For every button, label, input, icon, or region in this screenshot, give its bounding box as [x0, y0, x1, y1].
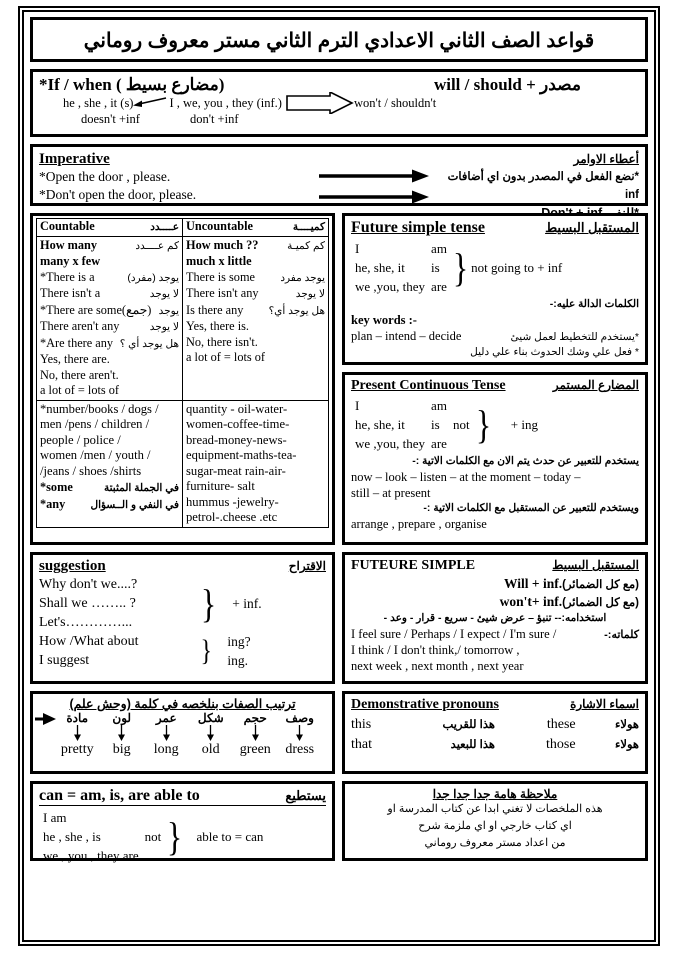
demonstrative-near-en: that [351, 737, 372, 752]
note-box [342, 781, 648, 861]
uncountable-phrase-en: much x little [186, 254, 252, 268]
countable-phrase-en: No, there aren't. [40, 367, 119, 382]
uncountable-noun-line: petrol-.cheese .etc [186, 510, 278, 524]
countable-phrase-en: *There are some(جمع) [40, 302, 152, 317]
page-inner-frame [22, 10, 656, 942]
countable-phrase-row [40, 336, 179, 353]
back-arrow-icon [133, 96, 169, 111]
pronoun-row [353, 240, 449, 257]
uncountable-phrase-en: How much ?? [186, 237, 259, 252]
countable-noun-line: women /men / youth / [40, 448, 151, 462]
suggestion-title-en: suggestion [39, 558, 106, 574]
present-continuous-words-3: arrange , prepare , organise [351, 517, 487, 531]
imperative-box [30, 144, 648, 206]
future-will-title-ar: المستقبل البسيط [552, 558, 639, 572]
pronoun-subject: I [355, 241, 360, 256]
adjective-category-ar: شكل [197, 711, 224, 725]
able-to-pronouns [39, 807, 165, 866]
uncountable-phrase-en: No, there isn't. [186, 334, 258, 349]
countable-phrase-row [40, 368, 179, 384]
if-when-sub-mid-2: don't +inf [189, 112, 239, 126]
page-outer-frame [18, 6, 660, 946]
any-label: *any [40, 496, 66, 511]
adjective-example-en: old [201, 742, 220, 757]
pronoun-negation: not [144, 829, 162, 844]
suggestion-title-ar: الاقتراح [288, 559, 326, 573]
note-line-2: اي كتاب خارجي او اي ملزمة شرح [418, 820, 572, 832]
countable-phrase-ar: لا يوجد [149, 288, 179, 300]
countable-phrase-ar: لا يوجد [149, 321, 179, 333]
future-will-usage-ar: استخدامه:-- تنبؤ – عرض شيئ - سريع - قرار - وعد - [383, 612, 607, 624]
pronoun-row [353, 416, 472, 433]
imperative-line1-en: *Open the door , please. [39, 169, 171, 184]
adjective-example-en: dress [285, 742, 315, 757]
arrow-down-icon [145, 725, 188, 741]
countable-phrase-en: There aren't any [40, 319, 120, 333]
suggestion-pattern: Let's…………... [39, 615, 133, 630]
countable-phrase-row [40, 238, 179, 255]
pronoun-subject: I am [43, 810, 67, 825]
countable-phrase-ar: كم عــــدد [135, 239, 179, 252]
future-will-words-3: next week , next month , next year [351, 659, 524, 673]
brace-icon-4: } [200, 634, 212, 667]
demonstrative-near-en: this [351, 717, 372, 732]
adjective-order-box [30, 691, 335, 774]
note-signature: من اعداد مستر معروف روماني [424, 837, 566, 849]
pronoun-subject: we , you , they are [43, 848, 139, 863]
present-continuous-formula: + ing [510, 416, 538, 432]
countable-title-ar: عــــدد [150, 221, 179, 233]
adjective-example-en: green [239, 742, 271, 757]
countable-phrase-en: a lot of = lots of [40, 383, 119, 397]
future-going-to-keywords-list: plan – intend – decide [351, 329, 462, 343]
countable-phrase-row [40, 270, 179, 287]
pronoun-row [353, 435, 472, 452]
future-will-box [342, 552, 648, 684]
pronoun-be: are [431, 279, 447, 294]
some-label: *some [40, 480, 73, 494]
note-line-1-text: هذه الملخصات لا تغني ابدا عن كتاب المدرسة او [387, 803, 603, 815]
adjective-category-ar: عمر [155, 711, 177, 725]
pronoun-row [41, 828, 163, 845]
uncountable-noun-line: quantity - oil-water- [186, 401, 288, 416]
demonstratives-title-ar: اسماء الاشارة [570, 697, 639, 711]
future-will-words-1: I feel sure / Perhaps / I expect / I'm sure / [351, 627, 557, 641]
present-continuous-title-en: Present Continuous Tense [351, 378, 506, 393]
pronoun-row [353, 259, 449, 276]
arrow-down-icon [234, 725, 277, 741]
demonstrative-plural-en: those [546, 737, 576, 752]
future-will-words-label: كلماته:- [604, 629, 639, 641]
present-continuous-pronouns [351, 395, 474, 454]
countable-noun-line: people / police / [40, 432, 121, 447]
if-when-sub-right-1: won't / shouldn't [353, 96, 437, 110]
able-to-box [30, 781, 335, 861]
uncountable-header-cell [183, 219, 329, 237]
able-to-title-en: can = am, is, are able to [39, 787, 200, 804]
future-going-to-title-ar: المستقبل البسيط [545, 220, 639, 235]
imperative-arrows [315, 150, 435, 222]
pronoun-negation [143, 847, 164, 864]
present-continuous-note-2: ويستخدم للتعبير عن المستقبل مع الكلمات الاتية :- [423, 502, 639, 514]
pronoun-subject: he, she, it [355, 260, 405, 275]
countable-phrase-en: *There is a [40, 269, 95, 284]
pronoun-negation [451, 435, 472, 452]
countable-phrase-en: *Are there any [40, 335, 114, 350]
future-going-to-note-2: * فعل علي وشك الحدوث بناء علي دليل [470, 346, 639, 358]
uncountable-noun-line: equipment-maths-tea- [186, 448, 297, 462]
demonstrative-row [351, 735, 639, 755]
demonstrative-plural-en: these [546, 717, 576, 732]
if-when-sub-left-2: doesn't +inf [81, 112, 140, 126]
uncountable-phrase-ar: لا يوجد [295, 288, 325, 300]
adjective-category-ar: وصف [285, 711, 314, 725]
demonstrative-near-ar: هذا للقريب [442, 719, 495, 731]
countable-phrase-en: How many [40, 237, 98, 252]
future-will-line1-ar: (مع كل الضمائر) [562, 579, 639, 591]
brace-icon: } [452, 244, 469, 290]
uncountable-title-ar: كميــــة [292, 221, 325, 233]
page-title: قواعد الصف الثاني الاعدادي الترم الثاني مستر معروف روماني [83, 30, 595, 52]
present-continuous-note-1: يستخدم للتعبير عن حدث يتم الان مع الكلمات الاتية :- [412, 455, 639, 467]
arrow-down-icon [189, 725, 232, 741]
present-continuous-title-ar: المضارع المستمر [552, 378, 639, 392]
pronoun-negation: not [452, 417, 470, 432]
demonstrative-row [351, 715, 639, 735]
adjective-example-en: long [153, 742, 179, 757]
suggestion-result-a: + inf. [232, 595, 262, 611]
if-when-result: will / should + مصدر [433, 75, 581, 94]
brace-icon-3: } [200, 580, 217, 626]
brace-icon-5: } [167, 813, 183, 859]
uncountable-phrase-row [186, 254, 325, 270]
pronoun-row [41, 847, 163, 864]
countable-phrases-cell [37, 236, 183, 400]
uncountable-phrase-row [186, 270, 325, 287]
countable-phrase-row [40, 352, 179, 368]
pronoun-row [41, 809, 163, 826]
adjective-category-ar: لون [112, 711, 132, 725]
if-when-sub-left-1: he , she , it (s) [63, 96, 134, 110]
table-row [37, 236, 329, 400]
uncountable-phrase-row [186, 319, 325, 335]
countable-noun-line: *number/books / dogs / [40, 401, 159, 416]
uncountable-phrase-row [186, 303, 325, 320]
future-will-line1-en: Will + inf. [504, 576, 563, 591]
arrow-down-icon [100, 725, 143, 741]
arrow-down-icon [56, 725, 99, 741]
suggestion-pattern: Why don't we....? [39, 577, 138, 592]
countable-phrase-row [40, 319, 179, 336]
uncountable-phrase-en: There is some [186, 269, 255, 284]
able-to-result: able to = can [196, 828, 264, 844]
imperative-line1-ar: *نضع الفعل في المصدر بدون اي أضافات inf [447, 171, 639, 201]
present-continuous-box [342, 372, 648, 545]
future-going-to-pronouns [351, 238, 451, 297]
future-going-to-keywords-ar: الكلمات الدالة عليه:- [549, 298, 639, 310]
pronoun-subject: we ,you, they [355, 436, 426, 451]
countable-phrase-row [40, 286, 179, 303]
uncountable-phrase-en: There isn't any [186, 286, 259, 300]
pronoun-row [353, 278, 449, 295]
able-to-title-ar: يستطيع [285, 788, 326, 803]
uncountable-phrase-en: Yes, there is. [186, 319, 249, 333]
future-will-words-2: I think / I don't think,/ tomorrow , [351, 643, 520, 657]
pronoun-subject: I [355, 398, 360, 413]
future-going-to-box [342, 213, 648, 365]
demonstratives-title-en: Demonstrative pronouns [351, 697, 499, 712]
future-going-to-keywords-label: key words :- [351, 313, 417, 327]
future-going-to-title-en: Future simple tense [351, 219, 485, 236]
pronoun-be: am [431, 398, 447, 413]
countable-phrase-ar: هل يوجد أي ؟ [119, 337, 179, 350]
if-when-condition: *If / when ( مضارع بسيط) [39, 75, 225, 94]
future-will-title-en: FUTEURE SIMPLE [351, 558, 476, 573]
adjective-category-ar: مادة [66, 711, 89, 725]
adjective-order-title: ترتيب الصفات بنلخصه في كلمة (وحش علم) [69, 697, 296, 711]
countable-noun-line: men /pens / children / [40, 417, 150, 431]
suggestion-pattern: How /What about [39, 634, 139, 649]
note-title: ملاحظة هامة جدا جدا جدا [432, 787, 558, 801]
demonstrative-plural-ar: هولاء [614, 739, 639, 751]
if-when-sub-mid-1: I , we, you , they (inf.) [169, 96, 282, 110]
pronoun-subject: we ,you, they [355, 279, 426, 294]
uncountable-phrases-cell [183, 236, 329, 400]
some-label-ar: في الجملة المثبتة [104, 482, 179, 494]
brace-icon-2: } [475, 401, 491, 447]
table-row [37, 400, 329, 527]
countable-phrase-en: many x few [40, 254, 101, 268]
countable-phrase-en: There isn't a [40, 286, 101, 300]
arrow-down-icon [278, 725, 321, 741]
future-going-to-note-1: *يستخدم للتخطيط لعمل شيئ [510, 331, 639, 343]
pronoun-row [353, 397, 472, 414]
countable-noun-line: /jeans / shoes /shirts [40, 463, 142, 478]
pronoun-subject: he , she , is [43, 829, 101, 844]
uncountable-title-en: Uncountable [186, 219, 253, 233]
uncountable-noun-line: bread-money-news- [186, 432, 287, 447]
uncountable-phrase-row [186, 286, 325, 303]
uncountable-noun-line: sugar-meat rain-air- [186, 463, 286, 478]
demonstratives-box [342, 691, 648, 774]
adjective-example-en: big [112, 742, 131, 757]
adjective-example-en: pretty [60, 742, 94, 757]
pronoun-negation [143, 809, 164, 826]
present-continuous-words-1: now – look – listen – at the moment – today – [351, 470, 581, 484]
pronoun-be: is [431, 417, 440, 432]
demonstrative-plural-ar: هولاء [614, 719, 639, 731]
uncountable-phrase-en: a lot of = lots of [186, 350, 265, 364]
pronoun-negation [451, 397, 472, 414]
uncountable-nouns-cell [183, 400, 329, 527]
demonstrative-near-ar: هذا للبعيد [450, 739, 495, 751]
uncountable-phrase-ar: كم كميـة [287, 239, 325, 252]
countable-phrase-ar: يوجد (مفرد) [127, 271, 179, 284]
uncountable-noun-line: hummus -jewelry- [186, 494, 279, 509]
pronoun-be: am [431, 241, 447, 256]
pronoun-be: is [431, 260, 440, 275]
suggestion-result-b1: ing? [227, 634, 251, 649]
uncountable-phrase-row [186, 238, 325, 255]
future-will-line2-en: won't+ inf. [499, 594, 563, 609]
suggestion-result-b2: ing. [227, 653, 249, 668]
countable-table [36, 218, 329, 528]
countable-phrase-en: Yes, there are. [40, 352, 110, 366]
uncountable-noun-line: women-coffee-time- [186, 417, 290, 431]
uncountable-phrase-en: Is there any [186, 302, 244, 317]
countable-phrase-row [40, 303, 179, 320]
countable-phrase-row [40, 383, 179, 399]
page-title-box [30, 17, 648, 62]
countable-uncountable-box [30, 213, 335, 545]
uncountable-phrase-ar: يوجد مفرد [280, 271, 325, 284]
imperative-title-en: Imperative [39, 151, 110, 167]
block-arrow-right-icon [282, 96, 354, 111]
if-when-box [30, 69, 648, 137]
uncountable-phrase-row [186, 335, 325, 351]
table-row [37, 219, 329, 237]
pronoun-subject: he, she, it [355, 417, 405, 432]
suggestion-pattern: I suggest [39, 653, 90, 668]
uncountable-phrase-row [186, 350, 325, 366]
imperative-title-ar: أعطاء الاوامر [573, 152, 639, 166]
any-label-ar: في النفي و الــسؤال [90, 498, 179, 511]
future-going-to-formula: not going to + inf [471, 259, 563, 275]
future-will-line2-ar: (مع كل الضمائر) [562, 597, 639, 609]
countable-header-cell [37, 219, 183, 237]
countable-phrase-ar: يوجد [158, 304, 179, 317]
suggestion-box [30, 552, 335, 684]
pronoun-be: are [431, 436, 447, 451]
suggestion-pattern: Shall we …….. ? [39, 596, 136, 611]
present-continuous-words-2: still – at present [351, 486, 431, 500]
uncountable-phrase-ar: هل يوجد أي؟ [268, 304, 325, 317]
note-line-1 [351, 801, 639, 818]
adjective-category-ar: حجم [243, 711, 267, 725]
countable-nouns-cell [37, 400, 183, 527]
uncountable-noun-line: furniture- salt [186, 479, 255, 493]
countable-phrase-row [40, 254, 179, 270]
imperative-line2-en: *Don't open the door, please. [39, 187, 197, 202]
countable-title-en: Countable [40, 219, 95, 233]
